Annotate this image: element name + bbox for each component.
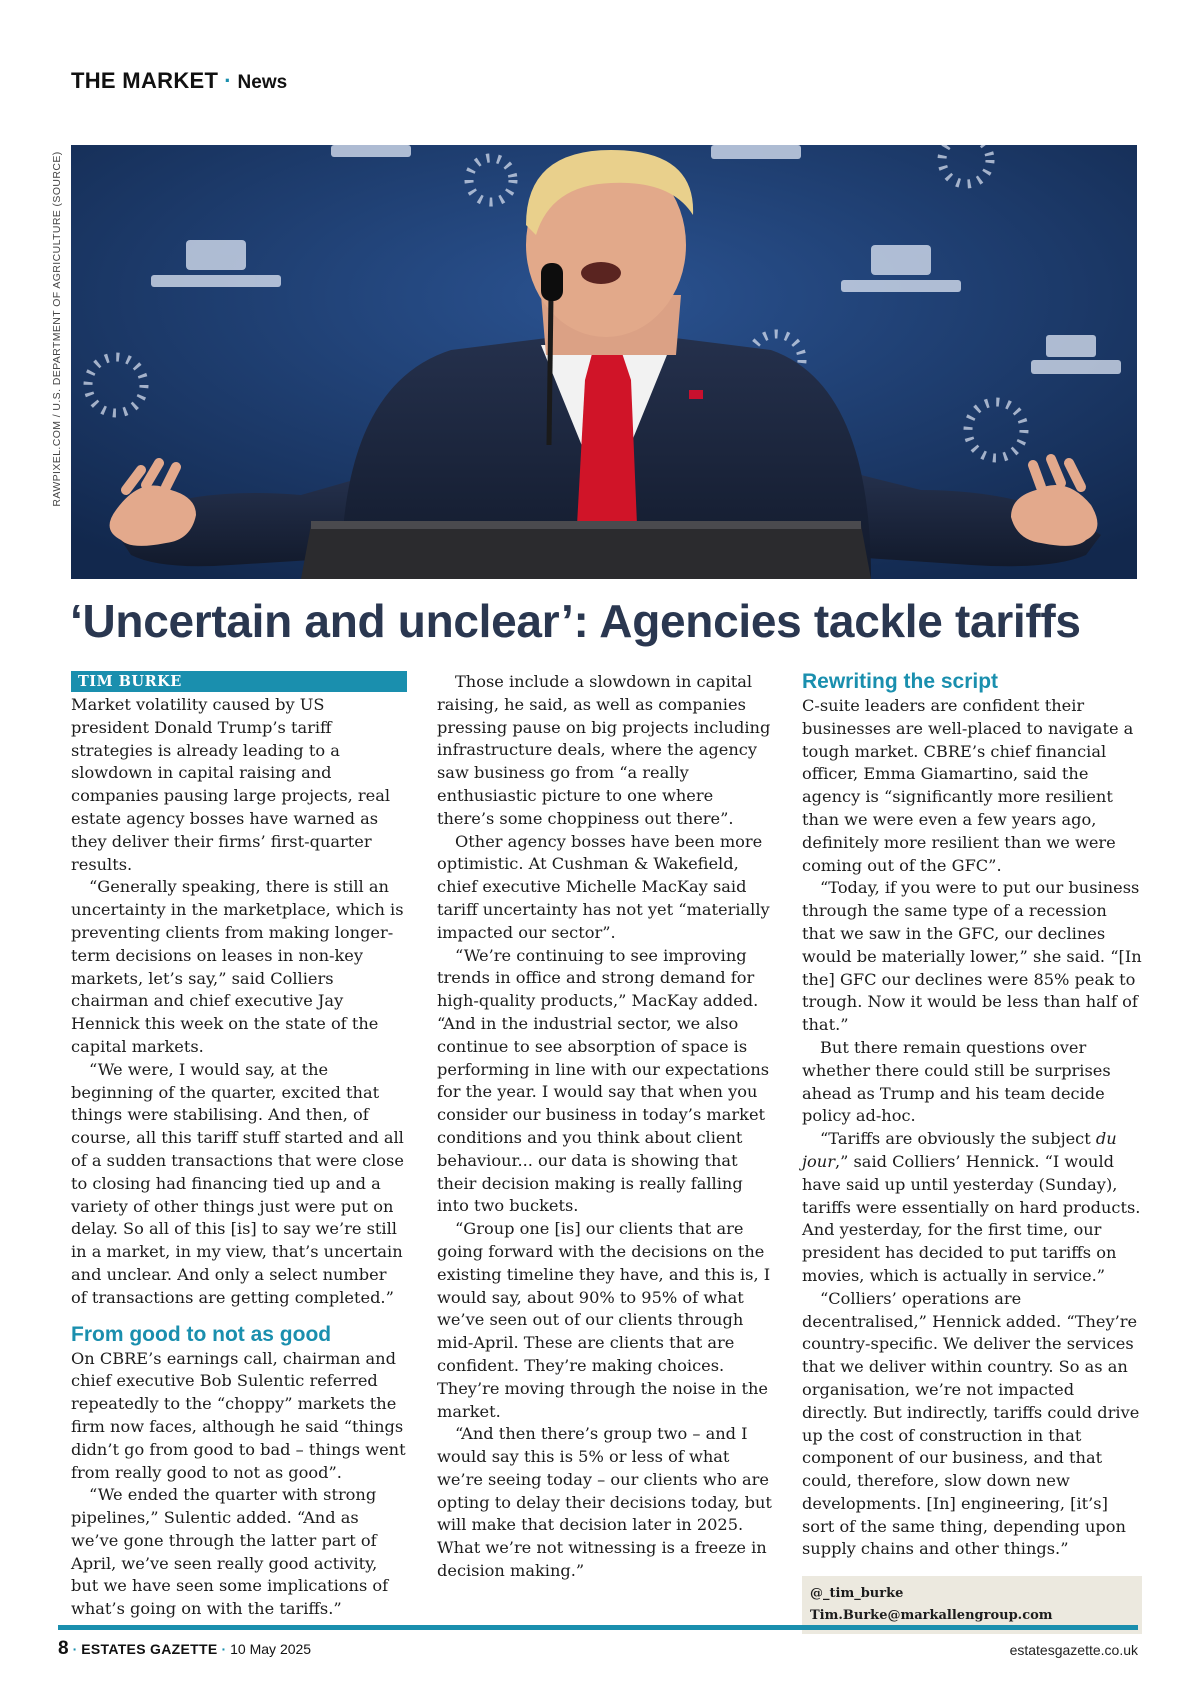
- quote-text: “Tariffs are obviously the subject: [820, 1129, 1096, 1149]
- paragraph: Those include a slowdown in capital raising, he said, as well as companies pressing pause on big projects including infrastructure deals, where the agency saw business go from “a really enthusiastic picture to one where there’s some choppiness out there”.: [437, 672, 771, 828]
- paragraph: Other agency bosses have been more optimistic. At Cushman & Wakefield, chief executive Michelle MacKay said tariff uncertainty has not yet “materially impacted our sector”.: [437, 831, 770, 942]
- subsection-label: News: [237, 72, 288, 93]
- subheading: Rewriting the script: [802, 670, 999, 693]
- paragraph: “We ended the quarter with strong pipelines,” Sulentic added. “And as we’ve gone through the latter part of April, we’ve seen really good activity, but we have seen some implications of what’s going on with the tariffs.”: [71, 1485, 389, 1619]
- paragraph: “Colliers’ operations are decentralised,” Hennick added. “They’re country-specific. We deliver the services that we deliver within country. So as an organisation, we’re not impacted directly. But indirectly, tariffs could drive up the cost of construction in that component of our business, and that could, therefore, slow down new developments. [In] engineering, [it’s] sort of the same thing, depending upon supply chains and other things.”: [802, 1288, 1140, 1559]
- italic-phrase: du jour: [802, 1129, 1117, 1171]
- article-column-3: [802, 671, 1142, 1634]
- footer-separator: ·: [72, 1641, 78, 1657]
- section-separator: ·: [224, 68, 232, 93]
- article-column-1: [71, 671, 407, 1621]
- page-number: 8: [58, 1638, 69, 1659]
- paragraph: “We’re continuing to see improving trends in office and strong demand for high-quality products,” MacKay added. “And in the industrial sector, we also continue to see absorption of space is performing in line with our expectations for the year. I would say that when you consider our business in today’s market conditions and you think about client behaviour... our data is showing that their decision making is really falling into two buckets.: [437, 945, 770, 1216]
- paragraph: C-suite leaders are confident their businesses are well-placed to navigate a tough market. CBRE’s chief financial officer, Emma Giamartino, said the agency is “significantly more resilient than we were even a few years ago, definitely more resilient than we were coming out of the GFC”.: [802, 696, 1134, 875]
- quote-text: ,” said Colliers’ Hennick. “I would have said up until yesterday (Sunday), tariffs were essentially on hard products. And yesterday, for the first time, our president has decided to put tariffs on movies, which is actually in service.”: [802, 1151, 1141, 1285]
- byline: TIM BURKE: [71, 671, 407, 692]
- headline: ‘Uncertain and unclear’: Agencies tackle tariffs: [70, 595, 1081, 647]
- section-label: THE MARKET: [71, 68, 219, 93]
- paragraph: [802, 1128, 1142, 1288]
- paragraph: “Generally speaking, there is still an uncertainty in the marketplace, which is preventing clients from making longer-term decisions on leases in non-key markets, let’s say,” said Colliers chairman and chief executive Jay Hennick this week on the state of the capital markets.: [71, 877, 404, 1056]
- photo-credit: [47, 146, 67, 512]
- footer-rule: [58, 1625, 1138, 1630]
- photo-credit-text: RAWPIXEL.COM / U.S. DEPARTMENT OF AGRICULTURE (SOURCE): [51, 151, 63, 507]
- website-link[interactable]: estatesgazette.co.uk: [1009, 1642, 1138, 1658]
- section-header: [71, 68, 287, 94]
- paragraph: “We were, I would say, at the beginning of the quarter, excited that things were stabilising. And then, of course, all this tariff stuff started and all of a sudden transactions that were close to closing had financing tied up and a variety of other things just were put on delay. So all of this [is] to say we’re still in a market, in my view, that’s uncertain and unclear. And only a select number of transactions are getting completed.”: [71, 1059, 404, 1307]
- subheading: From good to not as good: [71, 1322, 332, 1346]
- paragraph: “Today, if you were to put our business through the same type of a recession that we saw in the GFC, our declines would be materially lower,” she said. “[In the] GFC our declines were 85% peak to trough. Now it would be less than half of that.”: [802, 878, 1142, 1035]
- lead-photo: [71, 145, 1137, 579]
- speaker-illustration: [71, 145, 1137, 579]
- article-column-2: [437, 671, 773, 1583]
- paragraph: But there remain questions over whether there could still be surprises ahead as Trump and his team decide policy ad-hoc.: [802, 1037, 1111, 1126]
- footer-separator: ·: [221, 1641, 227, 1657]
- paragraph: On CBRE’s earnings call, chairman and chief executive Bob Sulentic referred repeatedly to the “choppy” markets the firm now faces, although he said “things didn’t go from good to bad – things went from really good to not as good”.: [71, 1348, 406, 1482]
- paragraph: “Group one [is] our clients that are going forward with the decisions on the existing timeline they have, and this is, I would say, about 90% to 95% of what we’ve seen out of our clients through mid-April. These are clients that are confident. They’re making choices. They’re moving through the noise in the market.: [437, 1219, 771, 1421]
- paragraph: “And then there’s group two – and I would say this is 5% or less of what we’re seeing today – our clients who are opting to delay their decisions today, but will make that decision later in 2025. What we’re not witnessing is a freeze in decision making.”: [437, 1424, 772, 1581]
- publication-name: ESTATES GAZETTE: [81, 1641, 218, 1657]
- email-link[interactable]: Tim.Burke@markallengroup.com: [810, 1608, 1053, 1624]
- footer-folio: [58, 1638, 311, 1660]
- issue-date: 10 May 2025: [230, 1641, 312, 1657]
- paragraph: Market volatility caused by US president Donald Trump’s tariff strategies is already leading to a slowdown in capital raising and companies pausing large projects, real estate agency bosses have warned as they deliver their firms’ first-quarter results.: [71, 695, 391, 874]
- twitter-handle-link[interactable]: @_tim_burke: [810, 1586, 904, 1602]
